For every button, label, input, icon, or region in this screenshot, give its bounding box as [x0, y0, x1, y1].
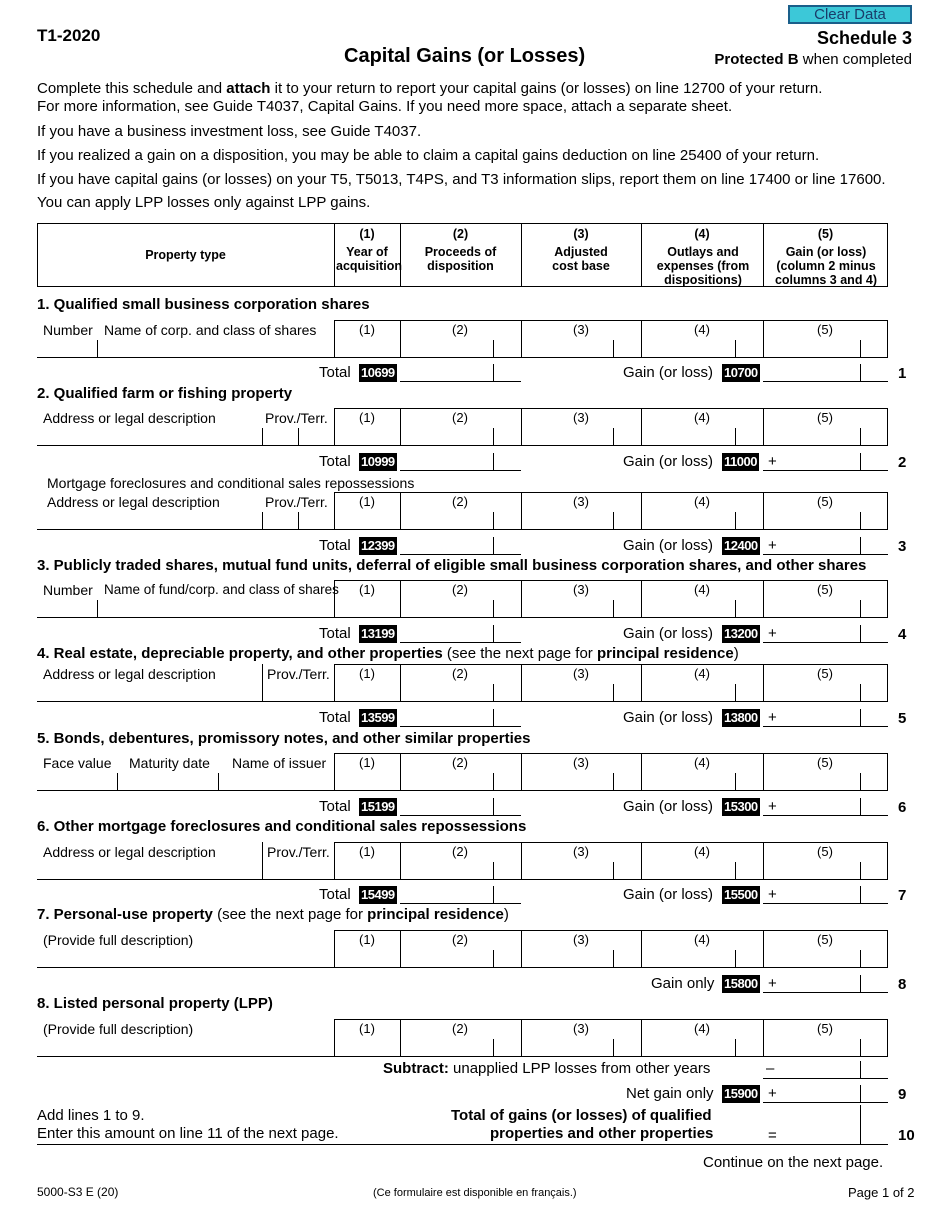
field-address-label: Address or legal description	[43, 844, 216, 860]
section-3-title: 3. Publicly traded shares, mutual fund units, deferral of eligible small business corporation shares, and other shares	[37, 557, 867, 574]
field-address-label: Address or legal description	[47, 494, 220, 510]
col-4: (4)	[694, 1021, 710, 1036]
plus-sign: +	[768, 709, 777, 726]
intro-line-5: If you have capital gains (or losses) on your T5, T5013, T4PS, and T3 information slips, report them on line 17400 or line 17600.	[37, 171, 886, 188]
total-field[interactable]	[400, 470, 521, 471]
total-field[interactable]	[400, 554, 521, 555]
col-2: (2)	[452, 494, 468, 509]
col-1: (1)	[359, 755, 375, 770]
field-number-label: Number	[43, 322, 93, 338]
header-col1: Year of acquisition	[336, 245, 402, 273]
line-number: 5	[898, 710, 907, 727]
col-3: (3)	[573, 410, 589, 425]
page-number: Page 1 of 2	[848, 1185, 915, 1200]
subsection-mortgage-title: Mortgage foreclosures and conditional sales repossessions	[47, 475, 415, 491]
col-4: (4)	[694, 844, 710, 859]
line-number: 10	[898, 1127, 915, 1144]
line-code-12400: 12400	[724, 538, 758, 553]
col-1: (1)	[359, 666, 375, 681]
french-note: (Ce formulaire est disponible en français.)	[373, 1187, 577, 1199]
plus-sign: +	[768, 975, 777, 992]
section-4-title: 4. Real estate, depreciable property, and other properties (see the next page for principal residence)	[37, 645, 739, 662]
section-1-title: 1. Qualified small business corporation shares	[37, 296, 370, 313]
gain-field[interactable]	[763, 992, 888, 993]
col-5: (5)	[817, 1021, 833, 1036]
total-gains-label-2: properties and other properties	[490, 1125, 714, 1142]
col-3: (3)	[573, 755, 589, 770]
header-col2-num: (2)	[452, 227, 469, 241]
line-code-13199: 13199	[361, 626, 395, 641]
gain-label: Gain (or loss)	[623, 453, 714, 470]
col-2: (2)	[452, 322, 468, 337]
plus-sign: +	[768, 537, 777, 554]
gain-field[interactable]	[763, 642, 888, 643]
plus-sign: +	[768, 1085, 777, 1102]
total-label: Total	[319, 886, 351, 903]
col-1: (1)	[359, 1021, 375, 1036]
form-id: T1-2020	[37, 26, 101, 45]
line-code-13599: 13599	[361, 710, 395, 725]
col-1: (1)	[359, 322, 375, 337]
col-2: (2)	[452, 932, 468, 947]
header-col4: Outlays and expenses (from dispositions)	[656, 245, 750, 287]
line-code-11000: 11000	[724, 454, 757, 469]
col-3: (3)	[573, 844, 589, 859]
gain-label: Gain (or loss)	[623, 886, 714, 903]
form-code: 5000-S3 E (20)	[37, 1185, 119, 1199]
intro-line-3: If you have a business investment loss, see Guide T4037.	[37, 123, 422, 140]
col-4: (4)	[694, 322, 710, 337]
plus-sign: +	[768, 798, 777, 815]
line-code-12399: 12399	[361, 538, 395, 553]
field-address-label: Address or legal description	[43, 410, 216, 426]
field-description-label: (Provide full description)	[43, 932, 194, 948]
gain-field[interactable]	[763, 554, 888, 555]
col-4: (4)	[694, 582, 710, 597]
gain-field[interactable]	[763, 726, 888, 727]
header-col3: Adjusted cost base	[552, 245, 610, 273]
subtract-field[interactable]	[763, 1078, 888, 1079]
col-3: (3)	[573, 494, 589, 509]
add-lines-label: Add lines 1 to 9.	[37, 1107, 145, 1124]
col-3: (3)	[573, 322, 589, 337]
page-title: Capital Gains (or Losses)	[344, 45, 586, 67]
field-issuer-label: Name of issuer	[232, 755, 327, 771]
col-1: (1)	[359, 582, 375, 597]
field-address-label: Address or legal description	[43, 666, 216, 682]
col-4: (4)	[694, 666, 710, 681]
field-name-label: Name of corp. and class of shares	[104, 322, 317, 338]
col-5: (5)	[817, 666, 833, 681]
field-prov-label: Prov./Terr.	[265, 494, 328, 510]
total-field[interactable]	[400, 726, 521, 727]
line-number: 2	[898, 454, 907, 471]
line-code-13200: 13200	[724, 626, 758, 641]
header-col1-num: (1)	[359, 227, 375, 241]
intro-line-4: If you realized a gain on a disposition, you may be able to claim a capital gains deduction on line 25400 of your return.	[37, 147, 820, 164]
col-4: (4)	[694, 410, 710, 425]
header-property-type: Property type	[145, 248, 226, 262]
gain-field[interactable]	[763, 815, 888, 816]
col-1: (1)	[359, 844, 375, 859]
line-number: 6	[898, 799, 907, 816]
col-1: (1)	[359, 932, 375, 947]
continue-label: Continue on the next page.	[703, 1154, 884, 1171]
line-code-15499: 15499	[361, 887, 395, 902]
clear-data-button[interactable]: Clear Data	[788, 5, 912, 24]
plus-sign: +	[768, 625, 777, 642]
header-col4-num: (4)	[694, 227, 710, 241]
header-col5: Gain (or loss) (column 2 minus columns 3 and 4)	[774, 245, 878, 287]
net-gain-field[interactable]	[763, 1102, 888, 1103]
field-description-label: (Provide full description)	[43, 1021, 194, 1037]
line-number: 3	[898, 538, 907, 555]
intro-line-2: For more information, see Guide T4037, Capital Gains. If you need more space, attach a separate sheet.	[37, 98, 733, 115]
field-maturity-date-label: Maturity date	[129, 755, 210, 771]
section-6-title: 6. Other mortgage foreclosures and conditional sales repossessions	[37, 818, 527, 835]
section-8-title: 8. Listed personal property (LPP)	[37, 995, 273, 1012]
total-label: Total	[319, 709, 351, 726]
line-code-15300: 15300	[724, 799, 758, 814]
field-prov-label: Prov./Terr.	[267, 844, 330, 860]
total-label: Total	[319, 364, 351, 381]
section-7-title: 7. Personal-use property (see the next page for principal residence)	[37, 906, 509, 923]
line-code-15199: 15199	[361, 799, 395, 814]
header-col3-num: (3)	[573, 227, 589, 241]
total-field[interactable]	[400, 642, 521, 643]
line-code-10999: 10999	[361, 454, 395, 469]
field-prov-label: Prov./Terr.	[265, 410, 328, 426]
section-5-title: 5. Bonds, debentures, promissory notes, and other similar properties	[37, 730, 531, 747]
plus-sign: +	[768, 453, 777, 470]
col-5: (5)	[817, 582, 833, 597]
col-4: (4)	[694, 755, 710, 770]
line-number: 9	[898, 1086, 907, 1103]
line-code-13800: 13800	[724, 710, 758, 725]
gain-label: Gain (or loss)	[623, 364, 714, 381]
total-field[interactable]	[400, 903, 521, 904]
col-5: (5)	[817, 844, 833, 859]
plus-sign: +	[768, 886, 777, 903]
col-3: (3)	[573, 1021, 589, 1036]
col-2: (2)	[452, 410, 468, 425]
col-5: (5)	[817, 932, 833, 947]
line-code-15800: 15800	[724, 976, 758, 991]
col-2: (2)	[452, 666, 468, 681]
minus-sign: –	[766, 1060, 775, 1077]
gain-label: Gain (or loss)	[623, 798, 714, 815]
total-label: Total	[319, 537, 351, 554]
field-name-label: Name of fund/corp. and class of shares	[104, 582, 339, 597]
section-2-title: 2. Qualified farm or fishing property	[37, 385, 293, 402]
gain-field[interactable]	[763, 381, 888, 382]
field-face-value-label: Face value	[43, 755, 112, 771]
total-field[interactable]	[400, 815, 521, 816]
col-3: (3)	[573, 666, 589, 681]
header-col2: Proceeds of disposition	[424, 245, 497, 273]
col-5: (5)	[817, 494, 833, 509]
col-4: (4)	[694, 494, 710, 509]
total-label: Total	[319, 625, 351, 642]
equals-sign: =	[768, 1127, 777, 1144]
total-field[interactable]	[400, 381, 521, 382]
field-prov-label: Prov./Terr.	[267, 666, 330, 682]
line-code-15900: 15900	[724, 1086, 758, 1101]
line-code-15500: 15500	[724, 887, 758, 902]
col-3: (3)	[573, 582, 589, 597]
total-gains-label-1: Total of gains (or losses) of qualified	[451, 1107, 712, 1124]
gain-label: Gain (or loss)	[623, 709, 714, 726]
col-2: (2)	[452, 582, 468, 597]
gain-label: Gain (or loss)	[623, 625, 714, 642]
col-2: (2)	[452, 844, 468, 859]
col-4: (4)	[694, 932, 710, 947]
field-number-label: Number	[43, 582, 93, 598]
enter-amount-label: Enter this amount on line 11 of the next page.	[37, 1125, 339, 1142]
line-number: 4	[898, 626, 907, 643]
col-2: (2)	[452, 1021, 468, 1036]
col-1: (1)	[359, 410, 375, 425]
line-number: 1	[898, 365, 907, 382]
total-label: Total	[319, 798, 351, 815]
line-code-10699: 10699	[361, 365, 395, 380]
col-5: (5)	[817, 410, 833, 425]
col-2: (2)	[452, 755, 468, 770]
line-code-10700: 10700	[724, 365, 758, 380]
total-label: Total	[319, 453, 351, 470]
gain-field[interactable]	[763, 470, 888, 471]
intro-line-6: You can apply LPP losses only against LPP gains.	[37, 194, 371, 211]
subtract-label: Subtract: unapplied LPP losses from other years	[383, 1060, 711, 1077]
gain-label: Gain (or loss)	[623, 537, 714, 554]
intro-line-1: Complete this schedule and attach it to your return to report your capital gains (or losses) on line 12700 of your return.	[37, 80, 823, 97]
protected-label: Protected B when completed	[714, 51, 912, 68]
schedule-label: Schedule 3	[816, 28, 912, 48]
line-number: 8	[898, 976, 907, 993]
gain-field[interactable]	[763, 903, 888, 904]
net-gain-label: Net gain only	[626, 1085, 714, 1102]
gain-only-label: Gain only	[651, 975, 715, 992]
line-number: 7	[898, 887, 907, 904]
col-1: (1)	[359, 494, 375, 509]
header-col5-num: (5)	[817, 227, 834, 241]
col-5: (5)	[817, 322, 833, 337]
col-3: (3)	[573, 932, 589, 947]
col-5: (5)	[817, 755, 833, 770]
